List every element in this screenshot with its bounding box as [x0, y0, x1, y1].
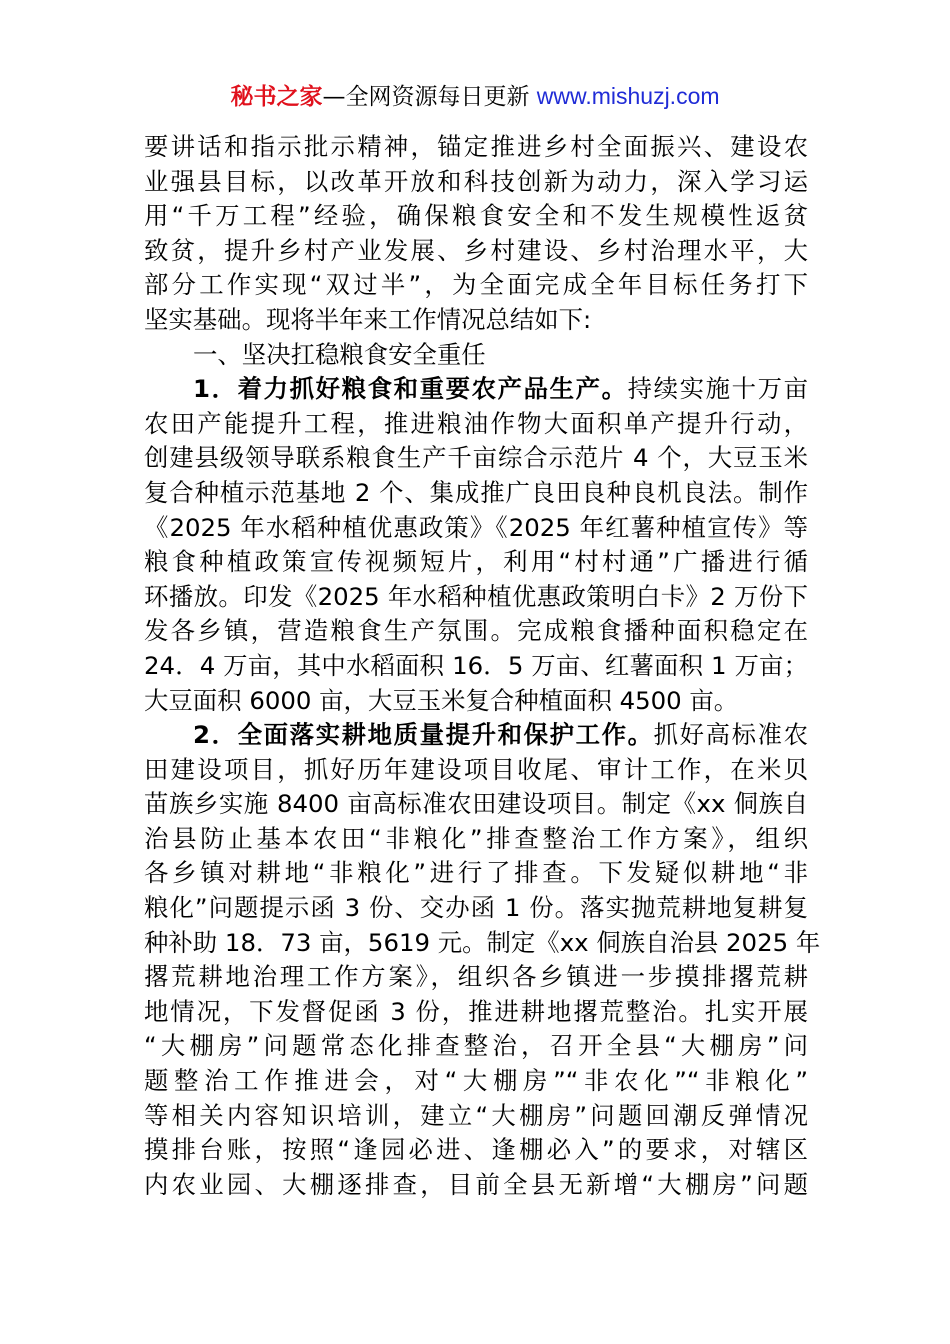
header-tagline: —全网资源每日更新	[322, 84, 537, 110]
body-line: 复合种植示范基地 2 个、集成推广良田良种良机良法。制作	[144, 477, 808, 507]
body-line: 各乡镇对耕地“非粮化”进行了排查。下发疑似耕地“非	[144, 858, 808, 888]
item-title: 1．着力抓好粮食和重要农产品生产。	[193, 374, 628, 404]
body-line: 苗族乡实施 8400 亩高标准农田建设项目。制定《xx 侗族自	[144, 789, 808, 819]
body-line: 题整治工作推进会，对“大棚房”“非农化”“非粮化”	[144, 1066, 808, 1096]
item-first-line-text: 抓好高标准农	[653, 720, 808, 750]
body-line: 坚实基础。现将半年来工作情况总结如下:	[144, 304, 592, 334]
body-line: 农田产能提升工程，推进粮油作物大面积单产提升行动，	[144, 408, 808, 438]
body-line: 《2025 年水稻种植优惠政策》《2025 年红薯种植宣传》等	[144, 512, 808, 542]
item-title: 2．全面落实耕地质量提升和保护工作。	[193, 720, 654, 750]
body-line: “大棚房”问题常态化排查整治，召开全县“大棚房”问	[144, 1031, 808, 1061]
body-line: 摸排台账，按照“逢园必进、逢棚必入”的要求，对辖区	[144, 1135, 808, 1165]
site-url-link[interactable]: www.mishuzj.com	[536, 83, 720, 109]
document-body	[144, 130, 821, 1202]
body-line: 部分工作实现“双过半”，为全面完成全年目标任务打下	[144, 270, 808, 300]
section-heading: 一、坚决扛稳粮食安全重任	[193, 339, 486, 369]
body-line: 用“千万工程”经验，确保粮食安全和不发生规模性返贫	[144, 201, 808, 231]
item-first-line	[144, 718, 808, 753]
body-line: 地情况，下发督促函 3 份，推进耕地撂荒整治。扎实开展	[144, 996, 808, 1026]
body-line: 环播放。印发《2025 年水稻种植优惠政策明白卡》2 万份下	[144, 581, 808, 611]
item-first-line-text: 持续实施十万亩	[627, 374, 808, 404]
body-line: 种补助 18．73 亩，5619 元。制定《xx 侗族自治县 2025 年	[144, 927, 821, 957]
body-line: 业强县目标，以改革开放和科技创新为动力，深入学习运	[144, 166, 808, 196]
body-line: 撂荒耕地治理工作方案》，组织各乡镇进一步摸排撂荒耕	[144, 962, 808, 992]
site-header	[0, 80, 950, 113]
body-line: 田建设项目，抓好历年建设项目收尾、审计工作，在米贝	[144, 754, 808, 784]
body-line: 致贫，提升乡村产业发展、乡村建设、乡村治理水平，大	[144, 235, 808, 265]
body-line: 24．4 万亩，其中水稻面积 16．5 万亩、红薯面积 1 万亩；	[144, 650, 808, 680]
body-line: 粮化”问题提示函 3 份、交办函 1 份。落实抛荒耕地复耕复	[144, 893, 808, 923]
body-line: 创建县级领导联系粮食生产千亩综合示范片 4 个，大豆玉米	[144, 443, 808, 473]
body-line: 粮食种植政策宣传视频短片，利用“村村通”广播进行循	[144, 547, 808, 577]
brand-name: 秘书之家	[230, 84, 323, 110]
body-line: 发各乡镇，营造粮食生产氛围。完成粮食播种面积稳定在	[144, 616, 808, 646]
body-line: 等相关内容知识培训，建立“大棚房”问题回潮反弹情况	[144, 1100, 808, 1130]
body-line: 治县防止基本农田“非粮化”排查整治工作方案》，组织	[144, 823, 808, 853]
item-first-line	[144, 372, 808, 407]
body-line: 大豆面积 6000 亩，大豆玉米复合种植面积 4500 亩。	[144, 685, 739, 715]
body-line: 要讲话和指示批示精神，锚定推进乡村全面振兴、建设农	[144, 132, 808, 161]
body-line: 内农业园、大棚逐排查，目前全县无新增“大棚房”问题	[144, 1169, 808, 1199]
